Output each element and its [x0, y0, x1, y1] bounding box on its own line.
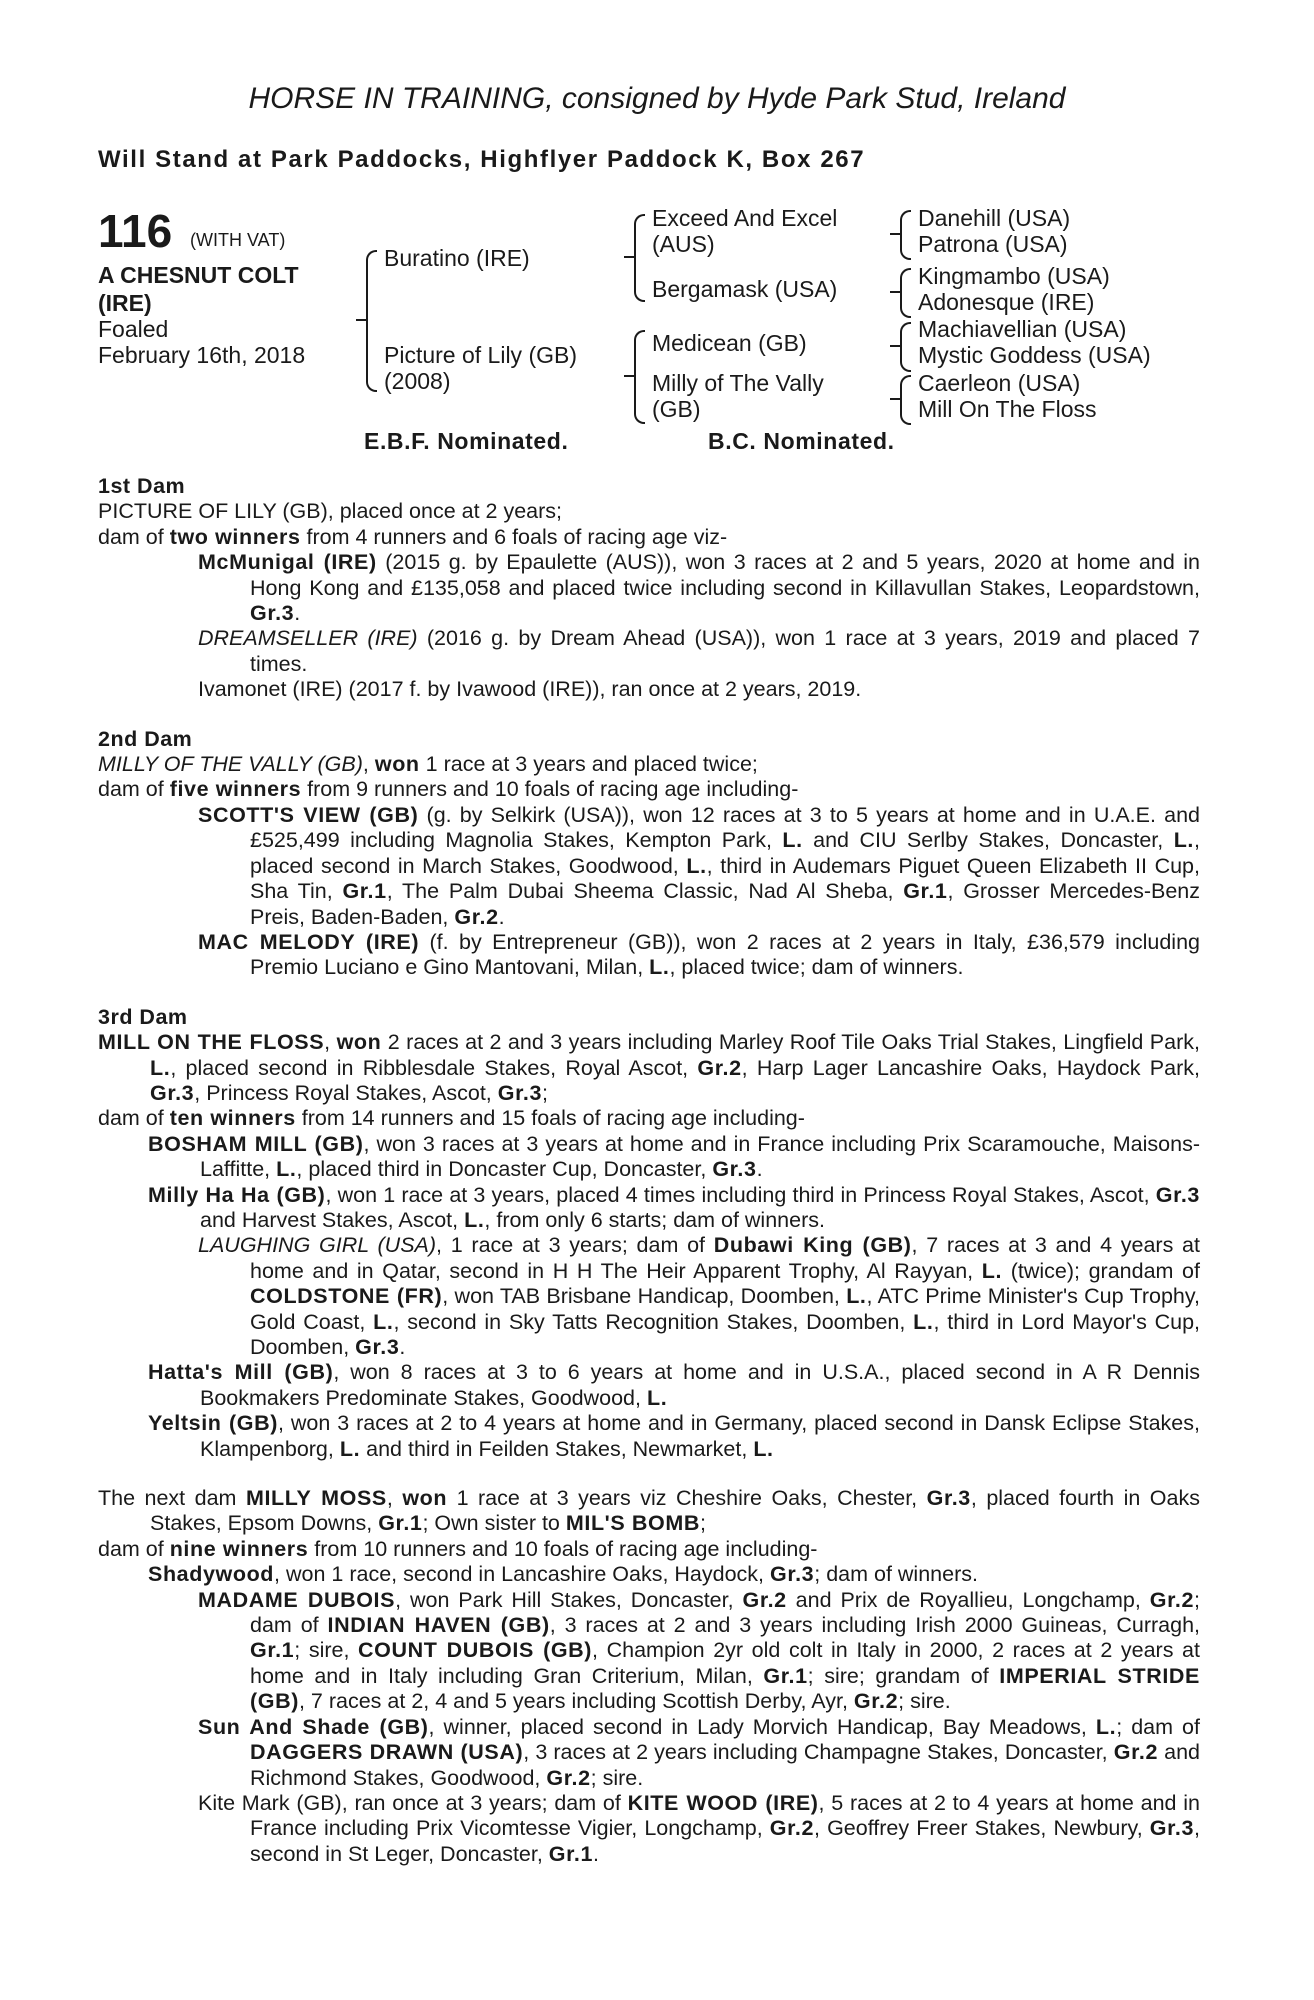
list-item: LAUGHING GIRL (USA), 1 race at 3 years; dam of Dubawi King (GB), 7 races at 3 and 4 years at home and in Qatar, second in H H The Heir Apparent Trophy, Al Rayyan, L. (twice); grandam of COLDSTONE (FR), won TAB Brisbane Handicap, Doomben, L., ATC Prime Minister's Cup Trophy, Gold Coast, L., second in Sky Tatts Recognition Stakes, Doomben, L., third in Lord Mayor's Cup, Doomben, Gr.3.	[198, 1233, 1201, 1359]
lot-number: 116	[98, 205, 173, 257]
horse-name: DREAMSELLER (IRE)	[198, 626, 418, 651]
list-item: Shadywood, won 1 race, second in Lancashire Oaks, Haydock, Gr.3; dam of winners.	[148, 1562, 978, 1587]
second-dam-produce: dam of five winners from 9 runners and 10 foals of racing age including-	[98, 777, 799, 802]
lot-description-origin: (IRE)	[98, 290, 152, 316]
third-gen-1: Danehill (USA)	[918, 205, 1071, 231]
sire-dam: Bergamask (USA)	[652, 276, 838, 302]
bc-nominated: B.C. Nominated.	[708, 428, 895, 454]
next-dam-produce: dam of nine winners from 10 runners and 10 foals of racing age including-	[98, 1536, 818, 1561]
pedigree-brace	[900, 210, 911, 260]
vat-note: (WITH VAT)	[190, 230, 286, 250]
third-dam-produce: dam of ten winners from 14 runners and 15 foals of racing age including-	[98, 1106, 805, 1131]
third-dam-heading: 3rd Dam	[98, 1004, 188, 1029]
third-gen-2: Patrona (USA)	[918, 231, 1068, 257]
list-item: Sun And Shade (GB), winner, placed second in Lady Morvich Handicap, Bay Meadows, L.; dam of DAGGERS DRAWN (USA), 3 races at 2 years including Champagne Stakes, Doncaster, Gr.2 and Richmond Stakes, Goodwood, Gr.2; sire.	[198, 1714, 1200, 1790]
third-dam-summary: MILL ON THE FLOSS, won 2 races at 2 and 3 years including Marley Roof Tile Oaks Trial Stakes, Lingfield Park, L., placed second in Ribblesdale Stakes, Royal Ascot, Gr.2, Harp Lager Lancashire Oaks, Haydock Park, Gr.3, Princess Royal Stakes, Ascot, Gr.3;	[98, 1030, 1200, 1105]
dam-year: (2008)	[384, 368, 451, 394]
list-item: Hatta's Mill (GB), won 8 races at 3 to 6 years at home and in U.S.A., placed second in A R Dennis Bookmakers Predominate Stakes, Goodwood, L.	[148, 1360, 1200, 1410]
pedigree-brace	[366, 250, 377, 392]
list-item: Milly Ha Ha (GB), won 1 race at 3 years, placed 4 times including third in Princess Royal Stakes, Ascot, Gr.3 and Harvest Stakes, Ascot, L., from only 6 starts; dam of winners.	[148, 1182, 1200, 1232]
horse-name: Sun And Shade (GB)	[198, 1714, 429, 1739]
dam-dam-origin: (GB)	[652, 396, 701, 422]
pedigree-brace	[900, 322, 911, 372]
list-item: Kite Mark (GB), ran once at 3 years; dam of KITE WOOD (IRE), 5 races at 2 to 4 years at home and in France including Prix Vicomtesse Vigier, Longchamp, Gr.2, Geoffrey Freer Stakes, Newbury, Gr.3, second in St Leger, Doncaster, Gr.1.	[198, 1790, 1200, 1866]
foaled-label: Foaled	[98, 316, 169, 342]
horse-name: Hatta's Mill (GB)	[148, 1360, 334, 1385]
list-item: MAC MELODY (IRE) (f. by Entrepreneur (GB)), won 2 races at 2 years in Italy, £36,579 including Premio Luciano e Gino Mantovani, Milan, L., placed twice; dam of winners.	[198, 929, 1200, 980]
lot-description: A CHESNUT COLT	[98, 262, 299, 288]
third-gen-6: Mystic Goddess (USA)	[918, 342, 1151, 368]
list-item: McMunigal (IRE) (2015 g. by Epaulette (AUS)), won 3 races at 2 and 5 years, 2020 at home and in Hong Kong and £135,058 and placed twice including second in Killavullan Stakes, Leopardstown, Gr.3.	[198, 550, 1200, 626]
third-gen-4: Adonesque (IRE)	[918, 289, 1095, 315]
first-dam-summary: PICTURE OF LILY (GB), placed once at 2 years;	[98, 499, 563, 524]
stand-location: Will Stand at Park Paddocks, Highflyer Paddock K, Box 267	[98, 146, 866, 173]
horse-name: Yeltsin (GB)	[148, 1411, 278, 1436]
list-item: MADAME DUBOIS, won Park Hill Stakes, Doncaster, Gr.2 and Prix de Royallieu, Longchamp, Gr.2; dam of INDIAN HAVEN (GB), 3 races at 2 and 3 years including Irish 2000 Guineas, Curragh, Gr.1; sire, COUNT DUBOIS (GB), Champion 2yr old colt in Italy in 2000, 2 races at 2 years at home and in Italy including Gran Criterium, Milan, Gr.1; sire; grandam of IMPERIAL STRIDE (GB), 7 races at 2, 4 and 5 years including Scottish Derby, Ayr, Gr.2; sire.	[198, 1587, 1200, 1714]
dam-dam: Milly of The Vally	[652, 370, 824, 396]
first-dam-produce: dam of two winners from 4 runners and 6 foals of racing age viz-	[98, 524, 728, 549]
catalogue-title: HORSE IN TRAINING, consigned by Hyde Park Stud, Ireland	[248, 82, 1066, 115]
horse-name: MAC MELODY (IRE)	[198, 929, 420, 954]
horse-name: LAUGHING GIRL (USA)	[198, 1233, 437, 1258]
horse-name: SCOTT'S VIEW (GB)	[198, 802, 419, 827]
third-gen-5: Machiavellian (USA)	[918, 316, 1127, 342]
foaled-date: February 16th, 2018	[98, 342, 306, 368]
first-dam-heading: 1st Dam	[98, 474, 186, 498]
dam-sire: Medicean (GB)	[652, 330, 807, 356]
horse-name: MADAME DUBOIS	[198, 1587, 396, 1612]
list-item: BOSHAM MILL (GB), won 3 races at 3 years at home and in France including Prix Scaramouche, Maisons-Laffitte, L., placed third in Doncaster Cup, Doncaster, Gr.3.	[148, 1131, 1200, 1182]
sire-name: Buratino (IRE)	[384, 245, 530, 271]
list-item: DREAMSELLER (IRE) (2016 g. by Dream Ahead (USA)), won 1 race at 3 years, 2019 and placed 7 times.	[198, 626, 1200, 676]
pedigree-brace	[634, 330, 645, 424]
pedigree-brace	[634, 214, 645, 302]
pedigree-brace	[900, 375, 911, 425]
third-gen-7: Caerleon (USA)	[918, 370, 1081, 396]
pedigree-brace	[900, 268, 911, 318]
catalogue-body	[98, 474, 1200, 1867]
horse-name: Shadywood	[148, 1562, 275, 1587]
list-item: Ivamonet (IRE) (2017 f. by Ivawood (IRE)), ran once at 2 years, 2019.	[198, 677, 862, 702]
list-item: SCOTT'S VIEW (GB) (g. by Selkirk (USA)), won 12 races at 3 to 5 years at home and in U.A.E. and £525,499 including Magnolia Stakes, Kempton Park, L. and CIU Serlby Stakes, Doncaster, L., placed second in March Stakes, Goodwood, L., third in Audemars Piguet Queen Elizabeth II Cup, Sha Tin, Gr.1, The Palm Dubai Sheema Classic, Nad Al Sheba, Gr.1, Grosser Mercedes-Benz Preis, Baden-Baden, Gr.2.	[198, 802, 1200, 929]
third-gen-3: Kingmambo (USA)	[918, 263, 1110, 289]
sire-sire-origin: (AUS)	[652, 231, 715, 257]
next-dam-summary: The next dam MILLY MOSS, won 1 race at 3 years viz Cheshire Oaks, Chester, Gr.3, placed fourth in Oaks Stakes, Epsom Downs, Gr.1; Own sister to MIL'S BOMB;	[98, 1486, 1200, 1536]
second-dam-summary: MILLY OF THE VALLY (GB), won 1 race at 3 years and placed twice;	[98, 752, 758, 777]
dam-name: Picture of Lily (GB)	[384, 342, 577, 368]
horse-name: McMunigal (IRE)	[198, 550, 377, 575]
horse-name: BOSHAM MILL (GB)	[148, 1131, 364, 1156]
sire-sire: Exceed And Excel	[652, 205, 838, 231]
horse-name: Milly Ha Ha (GB)	[148, 1182, 326, 1207]
list-item: Yeltsin (GB), won 3 races at 2 to 4 years at home and in Germany, placed second in Dansk Eclipse Stakes, Klampenborg, L. and third in Feilden Stakes, Newmarket, L.	[148, 1411, 1200, 1461]
second-dam-heading: 2nd Dam	[98, 726, 193, 751]
ebf-nominated: E.B.F. Nominated.	[364, 428, 569, 454]
third-gen-8: Mill On The Floss	[918, 396, 1097, 422]
